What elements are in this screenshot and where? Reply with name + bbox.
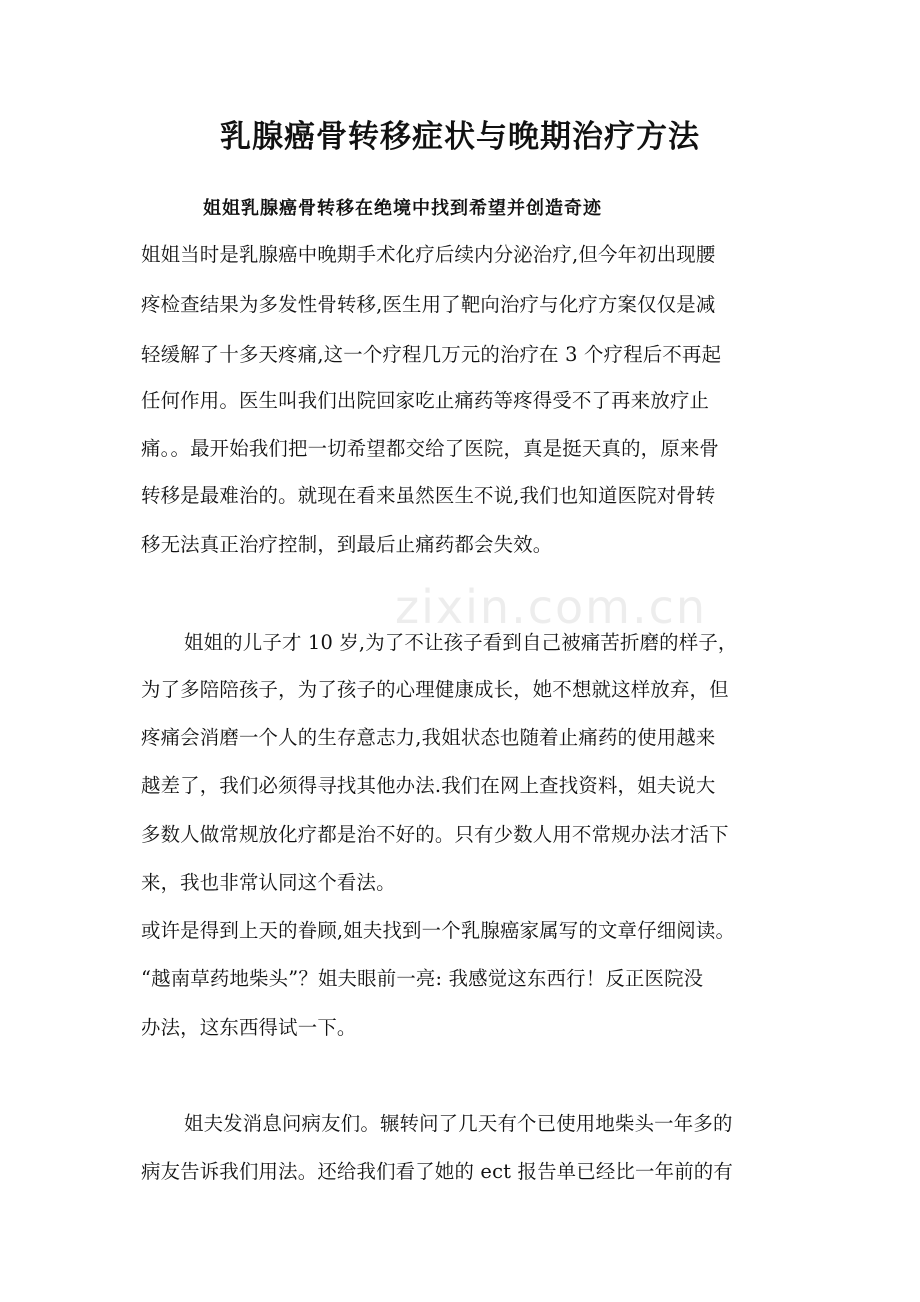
- text-line: 办法，这东西得试一下。: [141, 1016, 357, 1039]
- text-line: 疼痛会消磨一个人的生存意志力,我姐状态也随着止痛药的使用越来: [141, 726, 716, 749]
- text-line: 姐姐当时是乳腺癌中晚期手术化疗后续内分泌治疗,但今年初出现腰: [141, 243, 716, 266]
- text-line: 移无法真正治疗控制，到最后止痛药都会失效。: [141, 533, 553, 556]
- text-line: 轻缓解了十多天疼痛,这一个疗程几万元的治疗在 3 个疗程后不再起: [141, 343, 722, 366]
- text-line: 姐夫发消息问病友们。辗转问了几天有个已使用地柴头一年多的: [184, 1112, 733, 1135]
- subtitle: 姐姐乳腺癌骨转移在绝境中找到希望并创造奇迹: [203, 198, 602, 219]
- text-line: 疼检查结果为多发性骨转移,医生用了靶向治疗与化疗方案仅仅是减: [141, 293, 716, 316]
- watermark: zixin.com.cn: [395, 580, 708, 634]
- text-line: 越差了，我们必须得寻找其他办法.我们在网上查找资料，姐夫说大: [141, 774, 716, 797]
- text-line: 病友告诉我们用法。还给我们看了她的 ect 报告单已经比一年前的有: [141, 1160, 733, 1183]
- text-line: 任何作用。医生叫我们出院回家吃止痛药等疼得受不了再来放疗止: [141, 389, 710, 412]
- text-line: 转移是最难治的。就现在看来虽然医生不说,我们也知道医院对骨转: [141, 484, 716, 507]
- text-line: 来，我也非常认同这个看法。: [141, 871, 396, 894]
- text-line: 为了多陪陪孩子，为了孩子的心理健康成长，她不想就这样放弃，但: [141, 678, 729, 701]
- page-title: 乳腺癌骨转移症状与晚期治疗方法: [220, 119, 700, 155]
- text-line: 痛。。最开始我们把一切希望都交给了医院，真是挺天真的，原来骨: [141, 437, 720, 460]
- text-line: “越南草药地柴头”？姐夫眼前一亮: 我感觉这东西行！反正医院没: [141, 967, 704, 990]
- text-line: 姐姐的儿子才 10 岁,为了不让孩子看到自己被痛苦折磨的样子，: [184, 631, 738, 654]
- text-line: 多数人做常规放化疗都是治不好的。只有少数人用不常规办法才活下: [141, 823, 729, 846]
- text-line: 或许是得到上天的眷顾,姐夫找到一个乳腺癌家属写的文章仔细阅读。: [141, 919, 736, 942]
